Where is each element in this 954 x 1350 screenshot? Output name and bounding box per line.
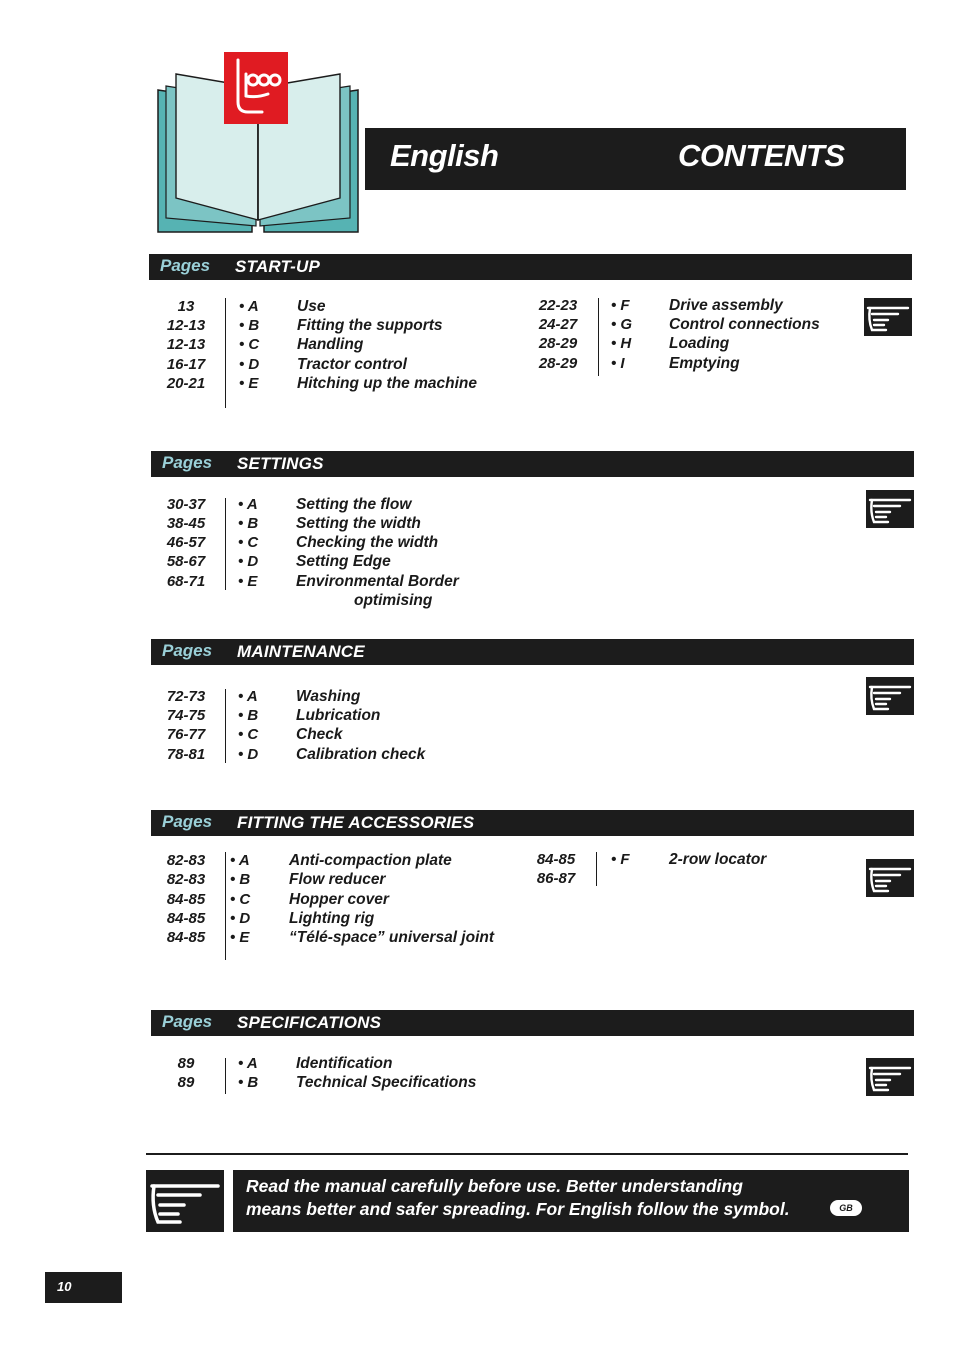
page-range: 20-21: [166, 375, 206, 392]
item-label-continuation: optimising: [354, 592, 433, 609]
pointing-hand-icon: [866, 490, 914, 528]
page-range: 89: [177, 1055, 195, 1072]
section-title: MAINTENANCE: [237, 642, 365, 661]
item-label: Drive assembly: [669, 297, 783, 314]
item-label: Setting the flow: [296, 496, 412, 513]
item-letter: • D: [238, 553, 259, 570]
item-letter: • D: [230, 910, 251, 927]
item-label: Loading: [669, 335, 730, 352]
item-label: Tractor control: [297, 356, 407, 373]
item-label: Technical Specifications: [296, 1074, 477, 1091]
item-label: “Télé-space” universal joint: [289, 929, 495, 946]
item-label: Setting the width: [296, 515, 421, 532]
page-range: 84-85: [166, 929, 206, 946]
item-letter: • B: [239, 317, 260, 334]
column-divider: [225, 852, 226, 960]
section-header-specifications: [151, 1010, 914, 1036]
page-range: 38-45: [166, 515, 206, 532]
item-label: Setting Edge: [296, 553, 391, 570]
item-letter: • E: [239, 375, 259, 392]
page-range: 82-83: [166, 871, 206, 888]
item-letter: • E: [230, 929, 250, 946]
section-title: FITTING THE ACCESSORIES: [237, 813, 475, 832]
item-letter: • C: [238, 726, 259, 743]
item-label: 2-row locator: [669, 851, 767, 868]
manual-book-logo: [156, 50, 361, 234]
item-label: Fitting the supports: [297, 317, 443, 334]
contents-title: CONTENTS: [678, 138, 845, 173]
gb-badge: GB: [830, 1200, 862, 1216]
column-divider: [225, 298, 226, 408]
pointing-hand-icon: [866, 1058, 914, 1096]
item-label: Lubrication: [296, 707, 381, 724]
page-range: 72-73: [166, 688, 206, 705]
page-range: 16-17: [166, 356, 206, 373]
item-letter: • A: [230, 852, 250, 869]
page-range: 58-67: [166, 553, 206, 570]
column-divider: [596, 852, 597, 886]
column-divider: [225, 689, 226, 763]
page-range: 22-23: [538, 297, 578, 314]
page-number-box: [45, 1272, 122, 1303]
item-letter: • B: [238, 707, 259, 724]
item-letter: • F: [611, 297, 630, 314]
item-letter: • B: [238, 515, 259, 532]
page-range: 12-13: [166, 336, 206, 353]
item-label: Use: [297, 298, 326, 315]
item-letter: • I: [611, 355, 625, 372]
item-label: Control connections: [669, 316, 820, 333]
page-range: 76-77: [166, 726, 206, 743]
footer-notice-line1: Read the manual carefully before use. Better understanding: [246, 1176, 743, 1196]
pages-label: Pages: [162, 641, 213, 660]
page-range: 74-75: [166, 707, 206, 724]
pointing-hand-icon: [864, 298, 912, 336]
page-range: 28-29: [538, 335, 578, 352]
section-title: SETTINGS: [237, 454, 324, 473]
page-range: 82-83: [166, 852, 206, 869]
item-label: Hopper cover: [289, 891, 389, 908]
item-letter: • E: [238, 573, 258, 590]
item-letter: • C: [239, 336, 260, 353]
page-range: 84-85: [536, 851, 576, 868]
item-letter: • B: [238, 1074, 259, 1091]
page-range: 89: [177, 1074, 195, 1091]
page-range: 46-57: [166, 534, 206, 551]
item-label: Hitching up the machine: [297, 375, 477, 392]
item-letter: • G: [611, 316, 633, 333]
item-letter: • D: [239, 356, 260, 373]
item-letter: • H: [611, 335, 632, 352]
page-number: 10: [57, 1279, 72, 1294]
item-letter: • C: [230, 891, 251, 908]
item-label: Calibration check: [296, 746, 426, 763]
footer-divider: [146, 1153, 908, 1155]
section-title: START-UP: [235, 257, 321, 276]
item-letter: • D: [238, 746, 259, 763]
page-range: 68-71: [166, 573, 206, 590]
pages-label: Pages: [162, 812, 213, 831]
page-range: 24-27: [538, 316, 578, 333]
item-label: Washing: [296, 688, 361, 705]
item-label: Checking the width: [296, 534, 439, 551]
item-letter: • A: [239, 298, 259, 315]
item-label: Flow reducer: [289, 871, 386, 888]
section-header-maintenance: [151, 639, 914, 665]
item-label: Environmental Border: [296, 573, 459, 590]
pointing-hand-icon: [866, 677, 914, 715]
language-title: English: [390, 138, 499, 173]
column-divider: [225, 498, 226, 590]
page-range: 28-29: [538, 355, 578, 372]
column-divider: [225, 1058, 226, 1094]
item-label: Check: [296, 726, 343, 743]
item-label: Emptying: [669, 355, 740, 372]
page-range: 78-81: [166, 746, 206, 763]
section-header-settings: [151, 451, 914, 477]
section-title: SPECIFICATIONS: [237, 1013, 382, 1032]
item-letter: • C: [238, 534, 259, 551]
page-range: 86-87: [536, 870, 576, 887]
pointing-hand-icon: [146, 1170, 224, 1232]
item-letter: • A: [238, 496, 258, 513]
item-label: Anti-compaction plate: [289, 852, 452, 869]
pointing-hand-icon: [866, 859, 914, 897]
item-letter: • A: [238, 1055, 258, 1072]
item-label: Handling: [297, 336, 364, 353]
page-range: 30-37: [166, 496, 206, 513]
section-header-accessories: [151, 810, 914, 836]
page-range: 84-85: [166, 891, 206, 908]
pages-label: Pages: [162, 1012, 213, 1031]
pages-label: Pages: [160, 256, 211, 275]
page-range: 13: [177, 298, 195, 315]
page-range: 12-13: [166, 317, 206, 334]
section-header-startup: [149, 254, 912, 280]
item-label: Identification: [296, 1055, 393, 1072]
column-divider: [598, 298, 599, 376]
pages-label: Pages: [162, 453, 213, 472]
item-letter: • B: [230, 871, 251, 888]
item-letter: • A: [238, 688, 258, 705]
item-label: Lighting rig: [289, 910, 375, 927]
item-letter: • F: [611, 851, 630, 868]
page-range: 84-85: [166, 910, 206, 927]
footer-notice-line2: means better and safer spreading. For English follow the symbol.: [246, 1199, 790, 1219]
